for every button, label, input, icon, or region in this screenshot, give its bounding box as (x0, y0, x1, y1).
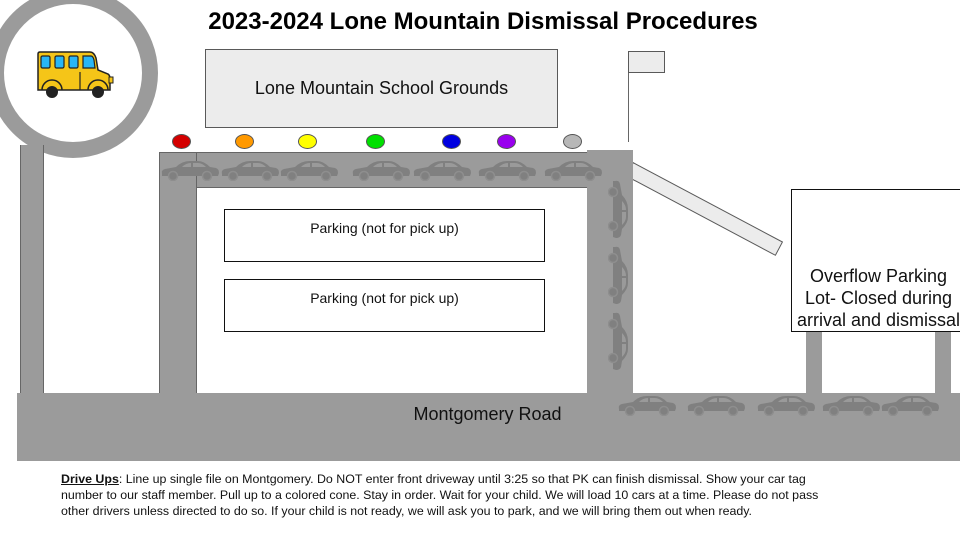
overflow-parking-lot: Overflow Parking Lot- Closed during arrival and dismissal (791, 189, 960, 332)
montgomery-road-label: Montgomery Road (413, 404, 562, 424)
car-icon (543, 159, 603, 186)
car-icon (617, 394, 677, 421)
car-icon (756, 394, 816, 421)
car-icon (821, 394, 881, 421)
cone-gray (563, 134, 582, 149)
drive-up-instructions (61, 471, 841, 519)
car-icon (686, 394, 746, 421)
car-icon (412, 159, 472, 186)
gate-arm (625, 162, 783, 256)
left-driveway (159, 152, 197, 397)
cone-red (172, 134, 191, 149)
parking-area-2: Parking (not for pick up) (224, 279, 545, 332)
car-icon (880, 394, 940, 421)
car-icon (477, 159, 537, 186)
overflow-post-left (806, 327, 822, 397)
bus-sign-post (20, 145, 44, 397)
cone-green (366, 134, 385, 149)
car-icon (603, 179, 630, 239)
cone-purple (497, 134, 516, 149)
car-icon (351, 159, 411, 186)
cone-yellow (298, 134, 317, 149)
instructions-text: : Line up single file on Montgomery. Do NOT enter front driveway until 3:25 so that PK can finish dismissal. Show your car tag number to our staff member. Pull up to a colored cone. Stay in order. Wait for your child. We will load 10 cars at a time. Please do not pass other drivers unless directed to do so. If your child is not ready, we will ask you to park, and we will bring them out when ready. (61, 472, 819, 518)
car-icon (220, 159, 280, 186)
car-icon (603, 311, 630, 371)
school-bus-icon (36, 50, 114, 102)
page-title: 2023-2024 Lone Mountain Dismissal Procedures (208, 8, 758, 35)
parking-area-1: Parking (not for pick up) (224, 209, 545, 262)
car-icon (279, 159, 339, 186)
instructions-label: Drive Ups (61, 472, 119, 486)
car-icon (603, 245, 630, 305)
cone-blue (442, 134, 461, 149)
overflow-post-right (935, 332, 951, 397)
car-icon (160, 159, 220, 186)
flag-icon (628, 51, 665, 73)
cone-orange (235, 134, 254, 149)
school-grounds: Lone Mountain School Grounds (205, 49, 558, 128)
